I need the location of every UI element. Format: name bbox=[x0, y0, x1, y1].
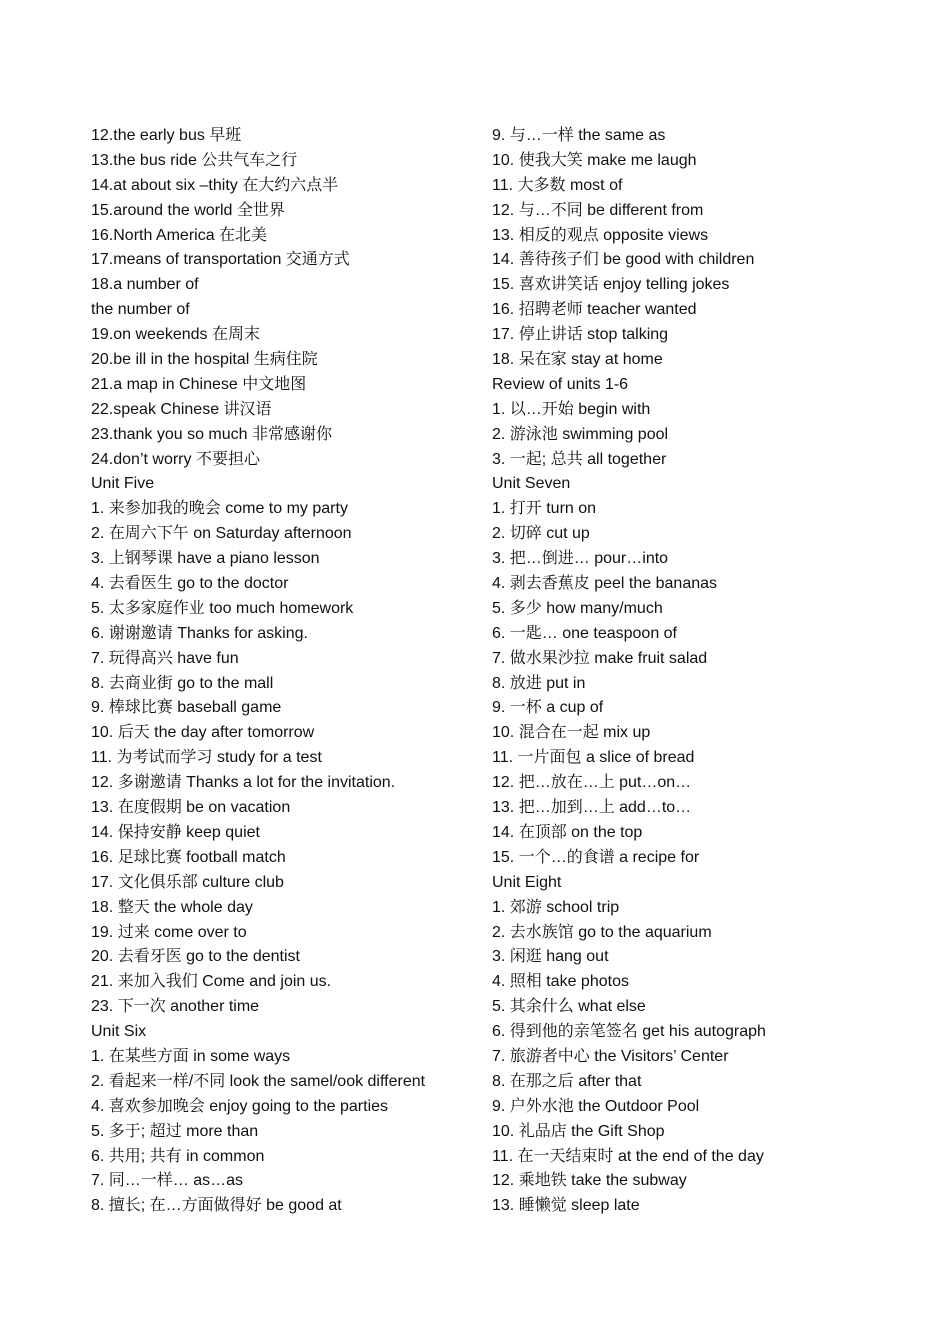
vocab-line: 8. 放进 put in bbox=[492, 674, 586, 692]
vocab-line: 9. 户外水池 the Outdoor Pool bbox=[492, 1097, 700, 1115]
vocab-line: 20.be ill in the hospital 生病住院 bbox=[91, 351, 318, 369]
vocab-line: 9. 一杯 a cup of bbox=[492, 699, 604, 717]
vocab-line: 6. 得到他的亲笔签名 get his autograph bbox=[492, 1023, 766, 1041]
vocab-line: 19.on weekends 在周末 bbox=[91, 326, 260, 344]
vocab-line: 17.means of transportation 交通方式 bbox=[91, 251, 350, 269]
vocab-line: 16. 足球比赛 football match bbox=[91, 848, 286, 866]
vocab-line: 2. 切碎 cut up bbox=[492, 525, 590, 543]
vocab-line: 7. 玩得高兴 have fun bbox=[91, 649, 239, 667]
vocab-line: 8. 去商业街 go to the mall bbox=[91, 674, 274, 692]
vocab-line: Unit Eight bbox=[492, 873, 562, 891]
vocab-line: 6. 谢谢邀请 Thanks for asking. bbox=[91, 624, 308, 642]
vocab-line: 2. 游泳池 swimming pool bbox=[492, 425, 669, 443]
vocab-line: 7. 做水果沙拉 make fruit salad bbox=[492, 649, 708, 667]
vocab-line: 23.thank you so much 非常感谢你 bbox=[91, 425, 332, 443]
vocab-line: 5. 太多家庭作业 too much homework bbox=[91, 599, 354, 617]
vocab-line: 2. 去水族馆 go to the aquarium bbox=[492, 923, 712, 941]
vocab-line: 12. 与…不同 be different from bbox=[492, 201, 704, 219]
vocab-line: 10. 礼品店 the Gift Shop bbox=[492, 1122, 665, 1140]
vocab-line: 10. 使我大笑 make me laugh bbox=[492, 151, 697, 169]
vocab-line: 17. 停止讲话 stop talking bbox=[492, 326, 669, 344]
vocab-line: 13. 把…加到…上 add…to… bbox=[492, 799, 692, 817]
vocab-line: 1. 郊游 school trip bbox=[492, 898, 620, 916]
vocab-line: 5. 多少 how many/much bbox=[492, 599, 663, 617]
vocab-line: 20. 去看牙医 go to the dentist bbox=[91, 948, 300, 966]
vocab-line: 18.a number of bbox=[91, 276, 199, 294]
vocab-line: 1. 以…开始 begin with bbox=[492, 400, 651, 418]
vocab-line: Unit Seven bbox=[492, 475, 571, 493]
vocab-line: 13. 睡懒觉 sleep late bbox=[492, 1197, 640, 1215]
right-column bbox=[492, 124, 932, 1219]
vocab-line: 14.at about six –thity 在大约六点半 bbox=[91, 176, 339, 194]
vocab-line: the number of bbox=[91, 301, 190, 319]
vocab-line: 3. 把…倒进… pour…into bbox=[492, 550, 669, 568]
vocab-line: 3. 一起; 总共 all together bbox=[492, 450, 667, 468]
vocab-line: 23. 下一次 another time bbox=[91, 998, 260, 1016]
vocab-line: 5. 多于; 超过 more than bbox=[91, 1122, 259, 1140]
vocab-line: 6. 一匙… one teaspoon of bbox=[492, 624, 678, 642]
vocab-line: 2. 在周六下午 on Saturday afternoon bbox=[91, 525, 352, 543]
vocab-line: 8. 在那之后 after that bbox=[492, 1072, 642, 1090]
vocab-line: 11. 在一天结束时 at the end of the day bbox=[492, 1147, 764, 1165]
vocab-line: 1. 在某些方面 in some ways bbox=[91, 1047, 291, 1065]
vocab-line: 18. 呆在家 stay at home bbox=[492, 351, 663, 369]
vocab-line: 5. 其余什么 what else bbox=[492, 998, 646, 1016]
vocab-line: 9. 棒球比赛 baseball game bbox=[91, 699, 282, 717]
vocab-line: 19. 过来 come over to bbox=[91, 923, 247, 941]
vocab-line: 14. 在顶部 on the top bbox=[492, 823, 643, 841]
vocab-line: 16. 招聘老师 teacher wanted bbox=[492, 301, 697, 319]
vocab-line: Review of units 1-6 bbox=[492, 375, 629, 393]
vocab-line: 7. 旅游者中心 the Visitors’ Center bbox=[492, 1047, 729, 1065]
vocab-line: Unit Five bbox=[91, 475, 155, 493]
vocab-line: 4. 去看医生 go to the doctor bbox=[91, 575, 289, 593]
vocab-line: 14. 善待孩子们 be good with children bbox=[492, 251, 755, 269]
vocab-line: 10. 后天 the day after tomorrow bbox=[91, 724, 315, 742]
vocab-line: 24.don’t worry 不要担心 bbox=[91, 450, 260, 468]
vocab-line: 3. 闲逛 hang out bbox=[492, 948, 609, 966]
vocab-line: 15. 一个…的食谱 a recipe for bbox=[492, 848, 700, 866]
vocab-line: 21.a map in Chinese 中文地图 bbox=[91, 375, 307, 393]
vocab-line: 13. 在度假期 be on vacation bbox=[91, 799, 291, 817]
vocab-line: 11. 一片面包 a slice of bread bbox=[492, 749, 695, 767]
vocab-line: 9. 与…一样 the same as bbox=[492, 127, 666, 144]
vocab-line: 16.North America 在北美 bbox=[91, 226, 268, 244]
vocab-line: 22.speak Chinese 讲汉语 bbox=[91, 400, 272, 418]
vocab-line: 18. 整天 the whole day bbox=[91, 898, 253, 916]
vocab-line: 11. 大多数 most of bbox=[492, 176, 623, 194]
vocab-line: Unit Six bbox=[91, 1023, 147, 1041]
vocab-line: 15. 喜欢讲笑话 enjoy telling jokes bbox=[492, 276, 730, 294]
vocab-line: 15.around the world 全世界 bbox=[91, 201, 285, 219]
vocab-line: 4. 照相 take photos bbox=[492, 973, 629, 991]
vocab-line: 12.the early bus 早班 bbox=[91, 127, 242, 144]
vocab-line: 3. 上钢琴课 have a piano lesson bbox=[91, 550, 320, 568]
vocab-line: 11. 为考试而学习 study for a test bbox=[91, 749, 322, 767]
vocab-line: 12. 多谢邀请 Thanks a lot for the invitation. bbox=[91, 774, 396, 792]
vocab-line: 13. 相反的观点 opposite views bbox=[492, 226, 709, 244]
vocab-line: 10. 混合在一起 mix up bbox=[492, 724, 651, 742]
vocab-line: 4. 喜欢参加晚会 enjoy going to the parties bbox=[91, 1097, 389, 1115]
vocab-line: 12. 把…放在…上 put…on… bbox=[492, 774, 692, 792]
vocab-line: 17. 文化俱乐部 culture club bbox=[91, 873, 284, 891]
vocab-line: 1. 来参加我的晚会 come to my party bbox=[91, 500, 348, 518]
vocab-line: 12. 乘地铁 take the subway bbox=[492, 1172, 687, 1190]
vocab-line: 7. 同…一样… as…as bbox=[91, 1172, 244, 1190]
vocab-line: 21. 来加入我们 Come and join us. bbox=[91, 973, 332, 991]
vocab-line: 4. 剥去香蕉皮 peel the bananas bbox=[492, 575, 718, 593]
vocab-line: 2. 看起来一样/不同 look the samel/ook different bbox=[91, 1072, 426, 1090]
vocab-line: 13.the bus ride 公共气车之行 bbox=[91, 151, 298, 169]
vocab-line: 6. 共用; 共有 in common bbox=[91, 1147, 265, 1165]
vocab-line: 8. 擅长; 在…方面做得好 be good at bbox=[91, 1197, 342, 1215]
left-column bbox=[91, 124, 471, 1219]
vocab-line: 1. 打开 turn on bbox=[492, 500, 597, 518]
vocab-line: 14. 保持安静 keep quiet bbox=[91, 823, 260, 841]
